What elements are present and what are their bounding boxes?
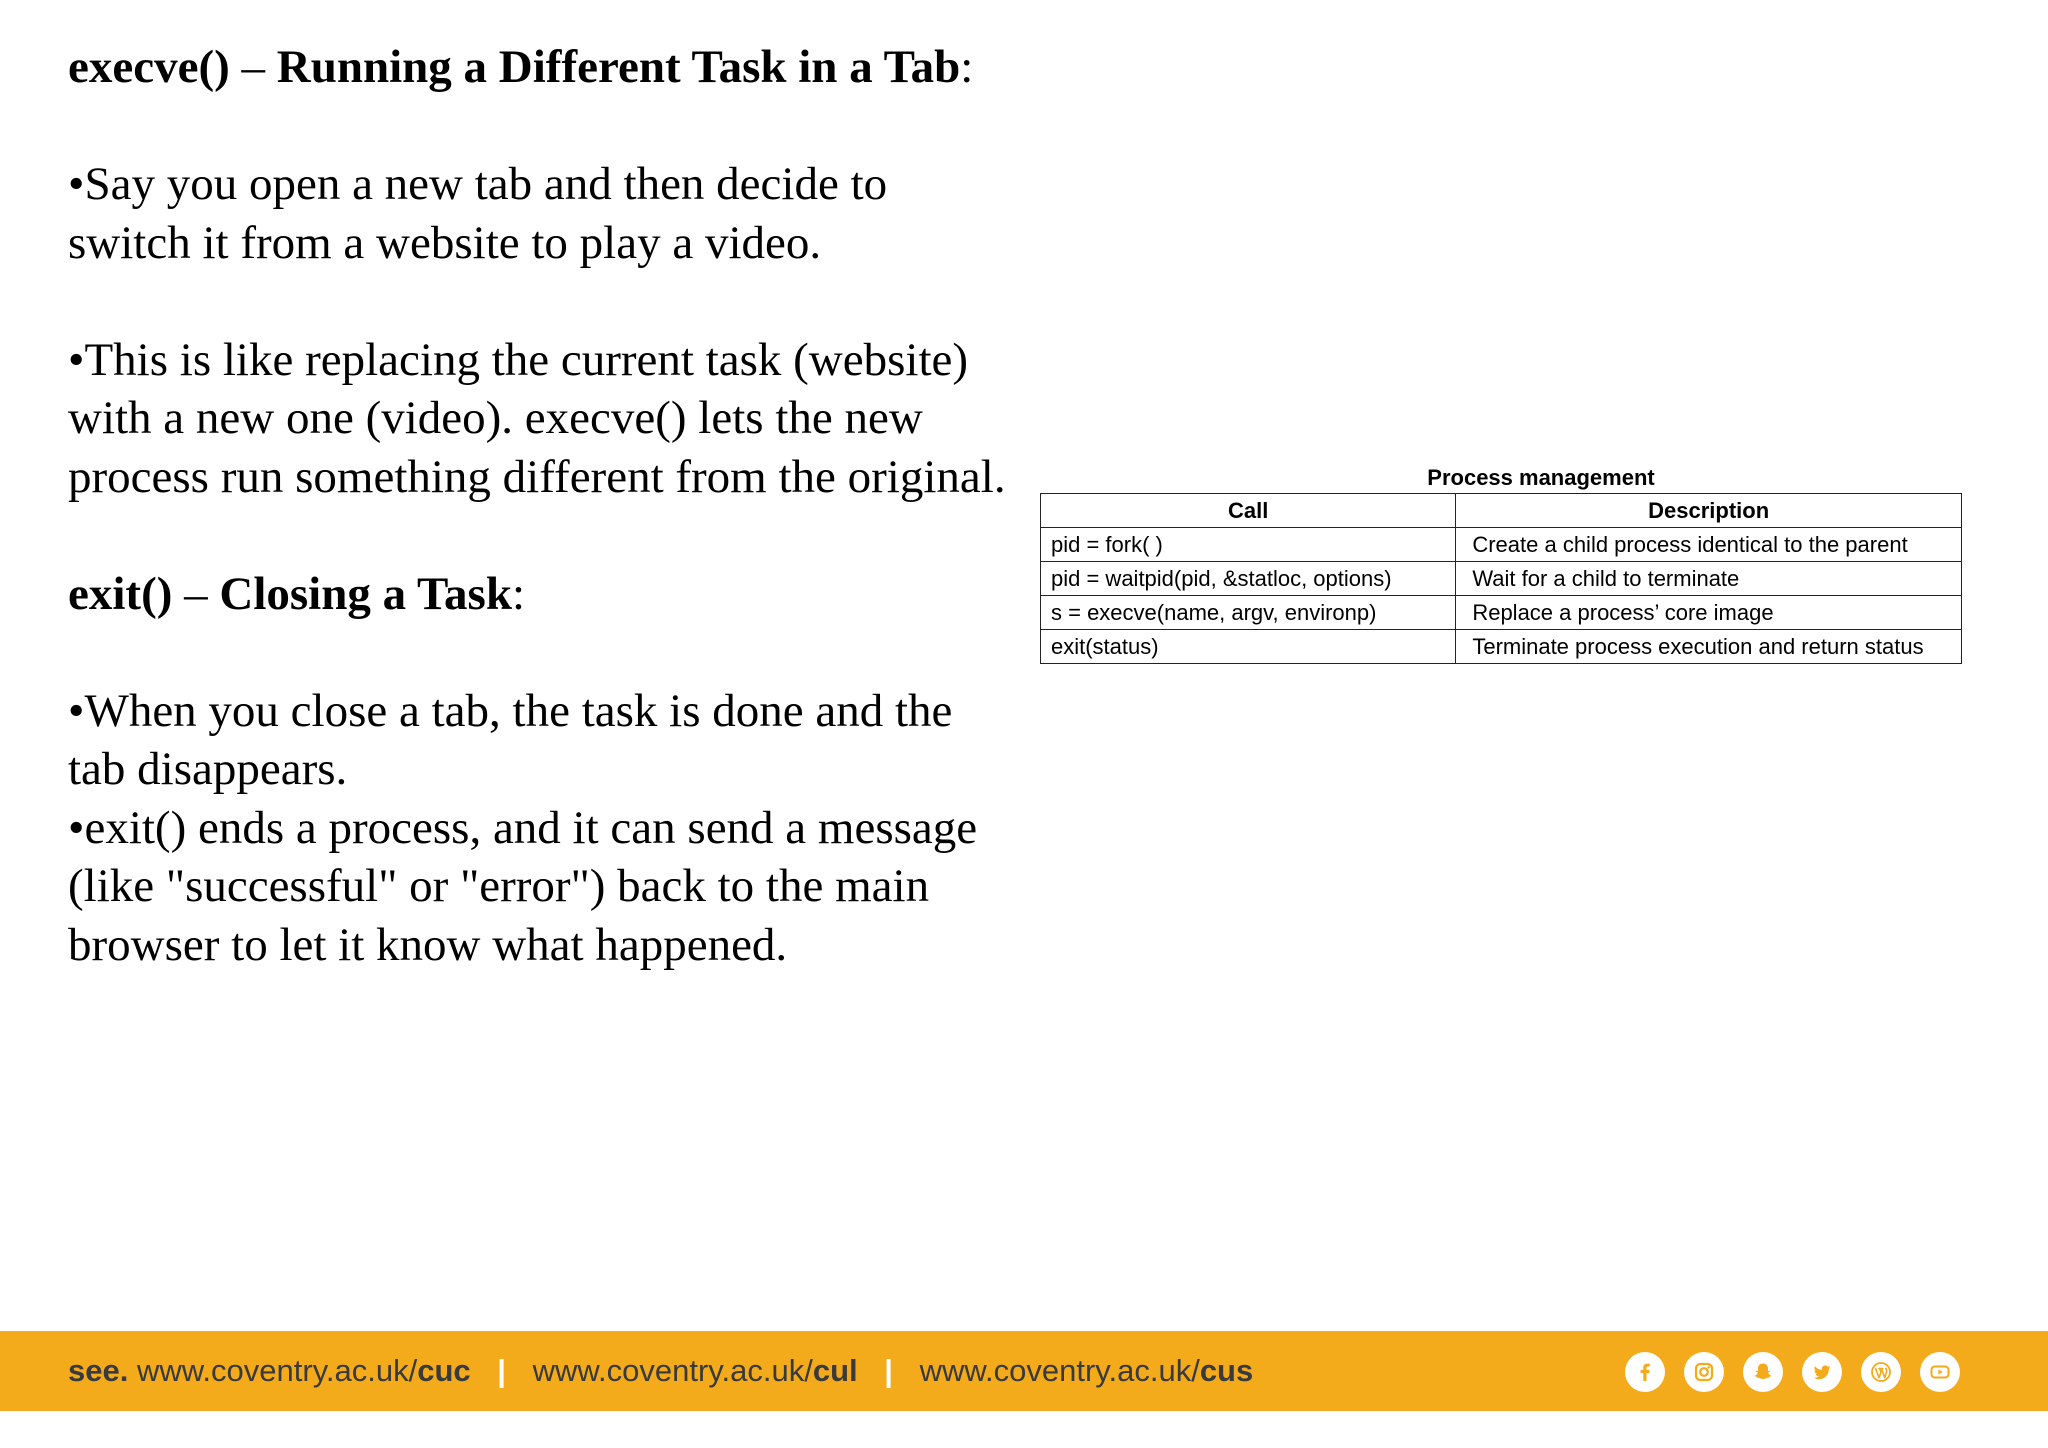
footer-bar (0, 1331, 2048, 1411)
description-cell: Wait for a child to terminate (1456, 562, 1962, 596)
footer-link-cuc[interactable] (137, 1353, 471, 1388)
exit-heading (68, 565, 1008, 624)
social-icons (1625, 1352, 1960, 1392)
execve-heading (68, 38, 1008, 97)
table-row (1041, 562, 1962, 596)
footer-separator: | (497, 1353, 506, 1388)
footer-link-cus-suffix: cus (1199, 1353, 1254, 1388)
snapchat-icon[interactable] (1743, 1352, 1783, 1392)
instagram-icon[interactable] (1684, 1352, 1724, 1392)
call-cell: pid = waitpid(pid, &statloc, options) (1041, 562, 1456, 596)
description-cell: Replace a process’ core image (1456, 596, 1962, 630)
execve-bullet-2: •This is like replacing the current task (website) with a new one (video). execve() lets the new process run something different from the original. (68, 333, 1006, 503)
exit-bullet-2: •exit() ends a process, and it can send a message (like "successful" or "error") back to the main browser to let it know what happened. (68, 801, 978, 971)
footer-link-cuc-suffix: cuc (417, 1353, 471, 1388)
execve-heading-dash: – (229, 41, 277, 93)
footer-link-cul-suffix: cul (812, 1353, 858, 1388)
process-management-table-figure (1040, 463, 1962, 664)
table-header-row (1041, 494, 1962, 528)
exit-heading-dash: – (172, 567, 220, 620)
twitter-icon[interactable] (1802, 1352, 1842, 1392)
execve-heading-title: Running a Different Task in a Tab (276, 41, 961, 93)
footer-links (68, 1331, 1253, 1411)
execve-heading-colon: : (960, 41, 974, 93)
exit-heading-title: Closing a Task (219, 567, 512, 620)
table-row (1041, 528, 1962, 562)
table-row (1041, 596, 1962, 630)
youtube-icon[interactable] (1920, 1352, 1960, 1392)
footer-link-cul-prefix: www.coventry.ac.uk/ (532, 1353, 813, 1388)
process-management-table (1040, 493, 1962, 664)
footer-link-cul[interactable] (533, 1353, 858, 1388)
call-cell: s = execve(name, argv, environp) (1041, 596, 1456, 630)
call-cell: exit(status) (1041, 630, 1456, 664)
slide-text (68, 38, 1008, 974)
wordpress-icon[interactable] (1861, 1352, 1901, 1392)
execve-bullet-1: •Say you open a new tab and then decide to switch it from a website to play a video. (68, 158, 888, 269)
column-header-call: Call (1041, 494, 1456, 528)
footer-separator: | (884, 1353, 893, 1388)
footer-link-cus[interactable] (920, 1353, 1254, 1388)
column-header-description: Description (1456, 494, 1962, 528)
exit-bullet-1: •When you close a tab, the task is done and the tab disappears. (68, 684, 953, 795)
footer-see-label: see. (68, 1353, 129, 1388)
footer-link-cuc-prefix: www.coventry.ac.uk/ (136, 1353, 418, 1388)
table-row (1041, 630, 1962, 664)
call-cell: pid = fork( ) (1041, 528, 1456, 562)
description-cell: Terminate process execution and return status (1456, 630, 1962, 664)
description-cell: Create a child process identical to the parent (1456, 528, 1962, 562)
exit-heading-colon: : (511, 567, 526, 620)
table-title: Process management (1427, 465, 1655, 490)
footer-link-cus-prefix: www.coventry.ac.uk/ (919, 1353, 1200, 1388)
exit-heading-call: exit() (68, 567, 173, 620)
facebook-icon[interactable] (1625, 1352, 1665, 1392)
execve-heading-call: execve() (68, 41, 230, 93)
